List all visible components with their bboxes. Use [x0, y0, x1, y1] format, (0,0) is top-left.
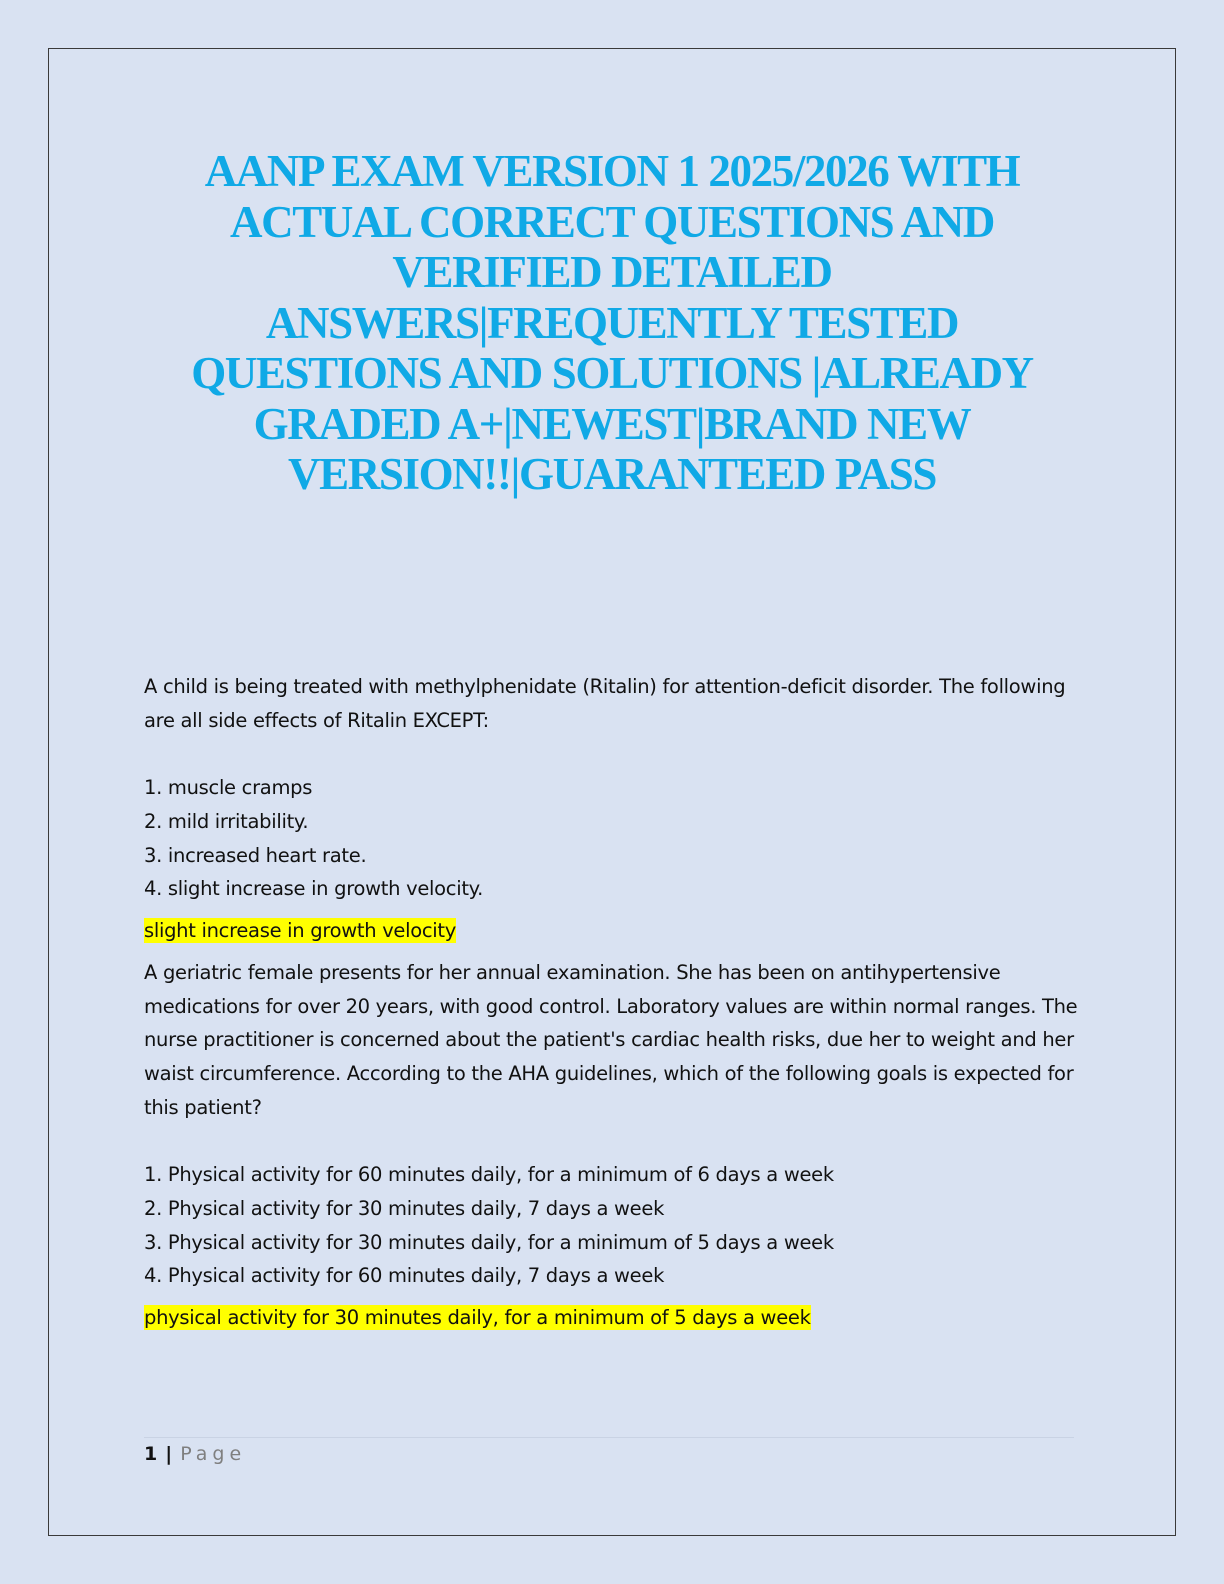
option-item: 3. increased heart rate.	[144, 843, 367, 867]
option-item: 2. mild irritability.	[144, 809, 309, 833]
option-item: 2. Physical activity for 30 minutes daily, 7 days a week	[144, 1196, 665, 1220]
question-text: A geriatric female presents for her annual examination. She has been on antihypertensive medications for over 20 years, with good control. Laboratory values are within normal ranges. The nurse practitioner is concerned about the patient's cardiac health risks, due her to weight and her waist circumference. According to the AHA guidelines, which of the following goals is expected for this patient?	[144, 960, 1078, 1119]
footer-divider	[144, 1437, 1074, 1438]
highlighted-answer: slight increase in growth velocity	[144, 918, 456, 942]
page-separator: |	[165, 1443, 173, 1465]
page-number: 1	[144, 1443, 158, 1465]
option-item: 4. Physical activity for 60 minutes daily, 7 days a week	[144, 1264, 665, 1288]
page-label: Page	[180, 1443, 247, 1465]
highlighted-answer: physical activity for 30 minutes daily, for a minimum of 5 days a week	[144, 1305, 811, 1329]
option-list	[144, 771, 1084, 906]
question-text: A child is being treated with methylphenidate (Ritalin) for attention-deficit disorder. The following are all side effects of Ritalin EXCEPT:	[144, 675, 1066, 732]
document-title: AANP EXAM VERSION 1 2025/2026 WITH ACTUAL CORRECT QUESTIONS AND VERIFIED DETAILED ANSWERS|FREQUENTLY TESTED QUESTIONS AND SOLUTIONS |ALREADY GRADED A+|NEWEST|BRAND NEW VERSION!!|GUARANTEED PASS	[191, 146, 1033, 499]
option-item: 1. Physical activity for 60 minutes daily, for a minimum of 6 days a week	[144, 1163, 834, 1187]
page-footer	[144, 1441, 246, 1467]
option-item: 4. slight increase in growth velocity.	[144, 877, 484, 901]
answer-line	[144, 919, 1084, 943]
question-2	[144, 956, 1084, 1330]
question-1	[144, 670, 1084, 943]
option-item: 1. muscle cramps	[144, 776, 313, 800]
answer-line	[144, 1306, 1084, 1330]
option-list	[144, 1158, 1084, 1293]
option-item: 3. Physical activity for 30 minutes daily, for a minimum of 5 days a week	[144, 1230, 834, 1254]
document-body	[144, 670, 1084, 1343]
